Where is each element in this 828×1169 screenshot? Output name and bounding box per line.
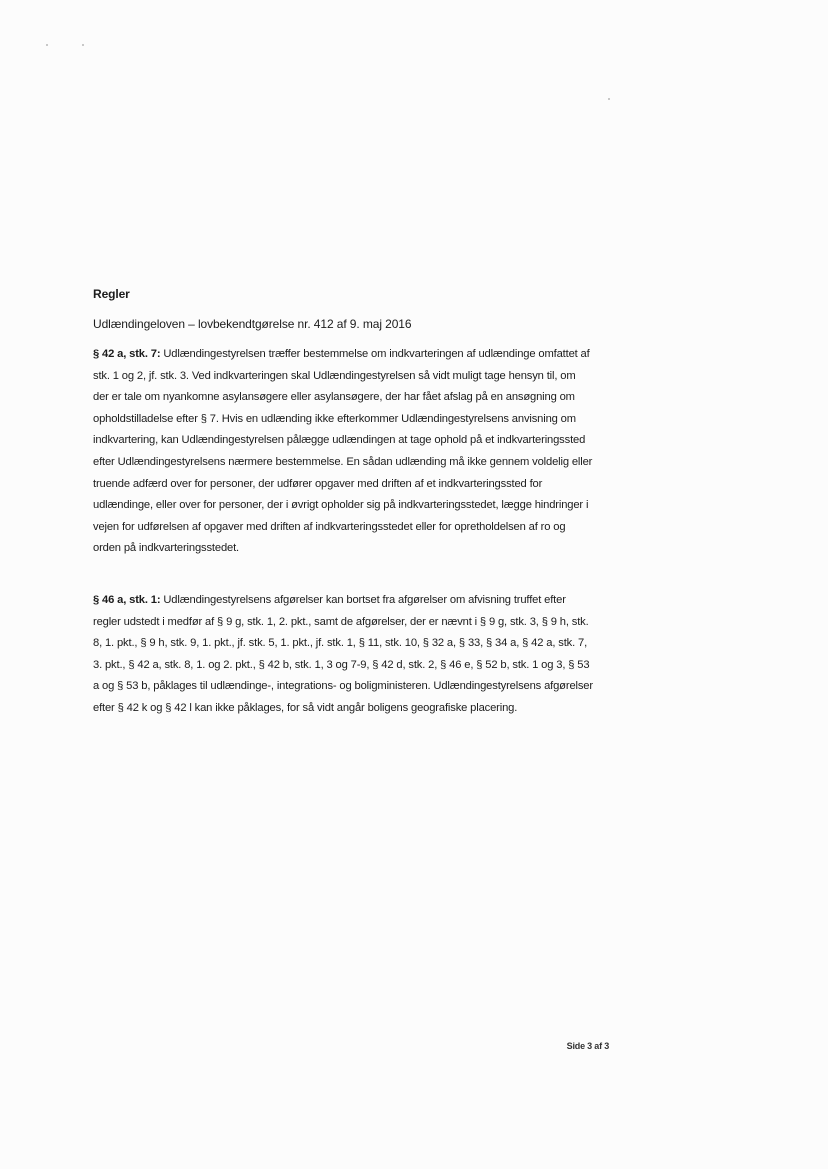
paragraph-text: Udlændingestyrelsens afgørelser kan bortset fra afgørelser om afvisning truffet efter regler udstedt i medfør af § 9 g, stk. 1, 2. pkt., samt de afgørelser, der er nævnt i § 9 g, stk. 3, § 9 h, stk. 8, 1. pkt., § 9 h, stk. 9, 1. pkt., jf. stk. 5, 1. pkt., jf. stk. 1, § 11, stk. 10, § 32 a, § 33, § 34 a, § 42 a, stk. 7, 3. pkt., § 42 a, stk. 8, 1. og 2. pkt., § 42 b, stk. 1, 3 og 7-9, § 42 d, stk. 2, § 46 e, § 52 b, stk. 1 og 3, § 53 a og § 53 b, påklages til udlændinge-, integrations- og boligministeren. Udlændingestyrelsens afgørelser efter § 42 k og § 42 l kan ikke påklages, for så vidt angår boligens geografiske placering. [93, 593, 593, 714]
paragraph-text: Udlændingestyrelsen træffer bestemmelse om indkvarteringen af udlændinge omfattet af stk. 1 og 2, jf. stk. 3. Ved indkvarteringen skal Udlændingestyrelsen så vidt muligt tage hensyn til, om der er tale om nyankomne asylansøgere eller asylansøgere, der har fået afslag på en ansøgning om opholdstilladelse efter § 7. Hvis en udlænding ikke efterkommer Udlændingestyrelsens anvisning om indkvartering, kan Udlændingestyrelsen pålægge udlændingen at tage ophold på et indkvarteringssted efter Udlændingestyrelsens nærmere bestemmelse. En sådan udlænding må ikke gennem voldelig eller truende adfærd over for personer, der udfører opgaver med driften af et indkvarteringssted for udlændinge, eller over for personer, der i øvrigt opholder sig på indkvarteringsstedet, lægge hindringer i vejen for udførelsen af opgaver med driften af indkvarteringsstedet eller for opretholdelsen af ro og orden på indkvarteringsstedet. [93, 348, 593, 555]
law-reference: Udlændingeloven – lovbekendtgørelse nr. 412 af 9. maj 2016 [93, 317, 412, 331]
paragraph-label: § 46 a, stk. 1: [93, 593, 161, 606]
paragraph-42a-stk7 [93, 344, 593, 560]
document-body [93, 286, 593, 720]
paragraph-46a-stk1 [93, 590, 593, 720]
scan-speck [82, 44, 84, 46]
paragraph-label: § 42 a, stk. 7: [93, 348, 161, 360]
scan-speck [46, 44, 48, 46]
page-number: Side 3 af 3 [566, 1041, 609, 1051]
scan-speck [608, 98, 610, 100]
section-heading: Regler [93, 287, 130, 301]
